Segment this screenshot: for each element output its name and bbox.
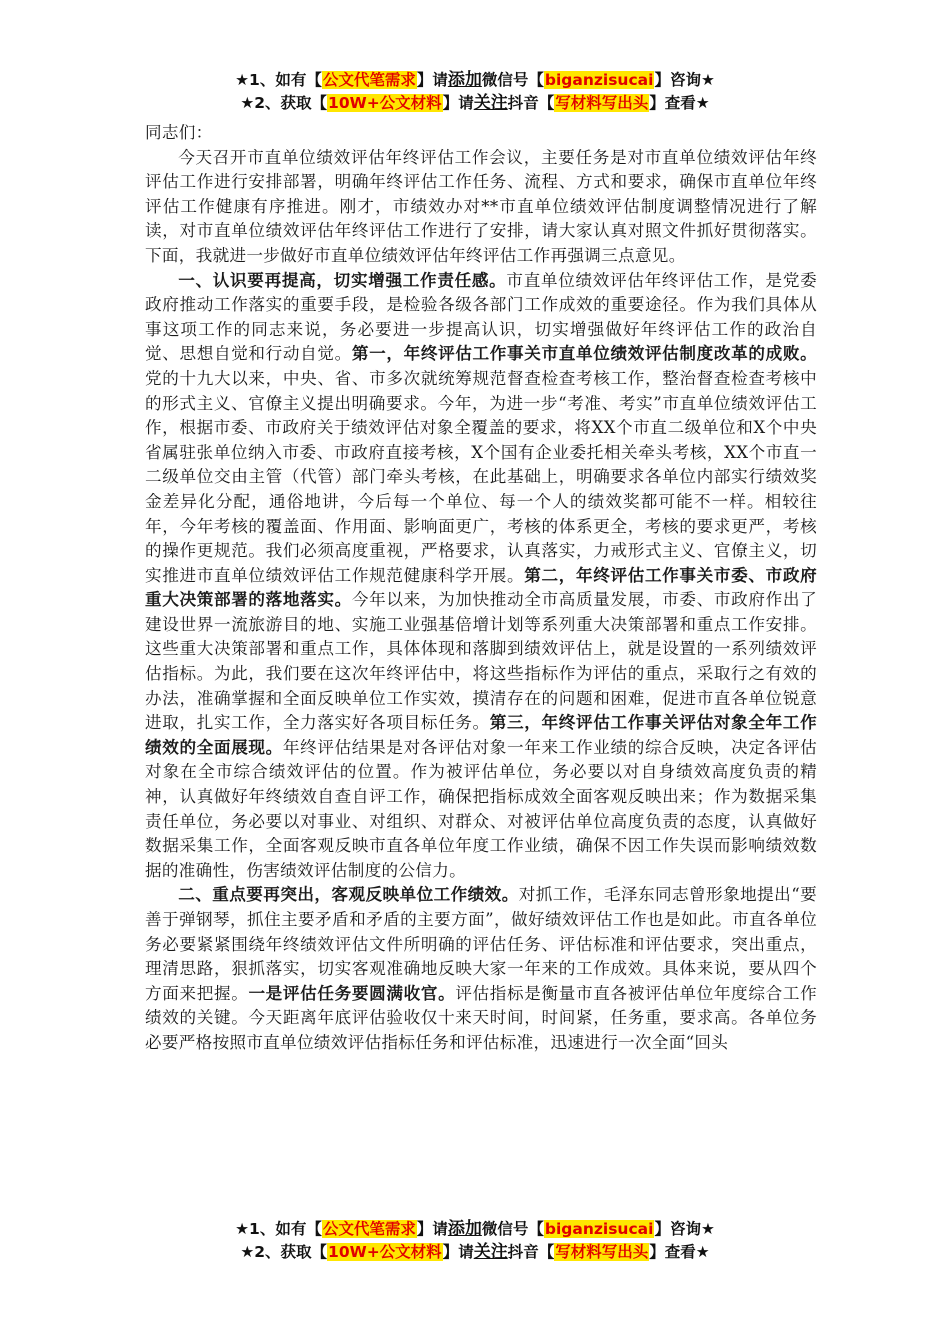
point-heading: 一是评估任务要圆满收官。 [248, 983, 456, 1003]
highlight-tag: 10W+公文材料 [328, 94, 442, 112]
douyin-account: 写材料写出头 [555, 1243, 649, 1261]
promo-line-1: ★1、如有【公文代笔需求】请添加微信号【biganzisucai】咨询★ [235, 70, 715, 90]
section-heading: 二、重点要再突出，客观反映单位工作绩效。 [178, 885, 519, 905]
point-heading: 第三，年终评估工作事关评估对象全年工作绩效的全面展现。 [145, 713, 818, 757]
promo-line-1: ★1、如有【公文代笔需求】请添加微信号【biganzisucai】咨询★ [235, 1219, 715, 1239]
point-heading: 第一，年终评估工作事关市直单位绩效评估制度改革的成败。 [351, 344, 817, 364]
salutation: 同志们： [145, 123, 213, 142]
section-1-paragraph: 一、认识要再提高，切实增强工作责任感。市直单位绩效评估年终评估工作，是党委政府推动工作落实的重要手段，是检验各级各部门工作成效的重要途径。作为我们具体从事这项工作的同志来说，务必要进一步提高认识，切实增强做好年终评估工作的政治自觉、思想自觉和行动自觉。第一，年终评估工作事关市直单位绩效评估制度改革的成败。党的十九大以来，中央、省、市多次就统筹规范督查检查考核工作，整治督查检查考核中的形式主义、官僚主义提出明确要求。今年，为进一步“考准、考实”市直单位绩效评估工作，根据市委、市政府关于绩效评估对象全覆盖的要求，将XX个市直二级单位和X个中央省属驻张单位纳入市委、市政府直接考核，X个国有企业委托相关牵头考核，XX个市直一二级单位交由主管（代管）部门牵头考核，在此基础上，明确要求各单位内部实行绩效奖金差异化分配，通俗地讲，今后每一个单位、每一个人的绩效奖都可能不一样。相较往年，今年考核的覆盖面、作用面、影响面更广，考核的体系更全，考核的要求更严，考核的操作更规范。我们必须高度重视，严格要求，认真落实，力戒形式主义、官僚主义，切实推进市直单位绩效评估工作规范健康科学开展。第二，年终评估工作事关市委、市政府重大决策部署的落地落实。今年以来，为加快推动全市高质量发展，市委、市政府作出了建设世界一流旅游目的地、实施工业强基倍增计划等系列重大决策部署和重点工作安排。这些重大决策部署和重点工作，具体体现和落脚到绩效评估上，就是设置的一系列绩效评估指标。为此，我们要在这次年终评估中，将这些指标作为评估的重点，采取行之有效的办法，准确掌握和全面反映单位工作实效，摸清存在的问题和困难，促进市直各单位锐意进取，扎实工作，全力落实好各项目标任务。第三，年终评估工作事关评估对象全年工作绩效的全面展现。年终评估结果是对各评估对象一年来工作业绩的综合反映，决定各评估对象在全市综合绩效评估的位置。作为被评估单位，务必要以对自身绩效高度负责的精神，认真做好年终绩效自查自评工作，确保把指标成效全面客观反映出来；作为数据采集责任单位，务必要以对事业、对组织、对群众、对被评估单位高度负责的态度，认真做好数据采集工作，全面客观反映市直各单位年度工作业绩，确保不因工作失误而影响绩效数据的准确性，伤害绩效评估制度的公信力。 [145, 270, 818, 880]
promo-banner-top [0, 69, 950, 115]
document-body [145, 121, 817, 1056]
intro-paragraph: 今天召开市直单位绩效评估年终评估工作会议，主要任务是对市直单位绩效评估年终评估工作进行安排部署，明确年终评估工作任务、流程、方式和要求，确保市直单位年终评估工作健康有序推进。刚才，市绩效办对**市直单位绩效评估制度调整情况进行了解读，对市直单位绩效评估年终评估工作进行了安排，请大家认真对照文件抓好贯彻落实。下面，我就进一步做好市直单位绩效评估年终评估工作再强调三点意见。 [145, 147, 817, 265]
highlight-tag: 公文代笔需求 [322, 1220, 416, 1238]
section-heading: 一、认识要再提高，切实增强工作责任感。 [178, 270, 507, 290]
highlight-tag: 公文代笔需求 [322, 71, 416, 89]
highlight-tag: 10W+公文材料 [328, 1243, 442, 1261]
promo-line-2: ★2、获取【10W+公文材料】请关注抖音【写材料写出头】查看★ [240, 93, 710, 113]
section-2-paragraph: 二、重点要再突出，客观反映单位工作绩效。对抓工作，毛泽东同志曾形象地提出“要善于弹钢琴，抓住主要矛盾和矛盾的主要方面”，做好绩效评估工作也是如此。市直各单位务必要紧紧围绕年终绩效评估文件所明确的评估任务、评估标准和评估要求，突出重点，理清思路，狠抓落实，切实客观准确地反映大家一年来的工作成效。具体来说，要从四个方面来把握。一是评估任务要圆满收官。评估指标是衡量市直各被评估单位年度综合工作绩效的关键。今天距离年底评估验收仅十来天时间，时间紧，任务重，要求高。各单位务必要严格按照市直单位绩效评估指标任务和评估标准，迅速进行一次全面“回头 [145, 885, 818, 1052]
promo-banner-bottom [0, 1218, 950, 1264]
point-heading: 第二，年终评估工作事关市委、市政府重大决策部署的落地落实。 [145, 565, 817, 610]
douyin-account: 写材料写出头 [555, 94, 649, 112]
wechat-id: biganzisucai [544, 1220, 654, 1238]
promo-line-2: ★2、获取【10W+公文材料】请关注抖音【写材料写出头】查看★ [240, 1242, 710, 1262]
wechat-id: biganzisucai [544, 71, 654, 89]
